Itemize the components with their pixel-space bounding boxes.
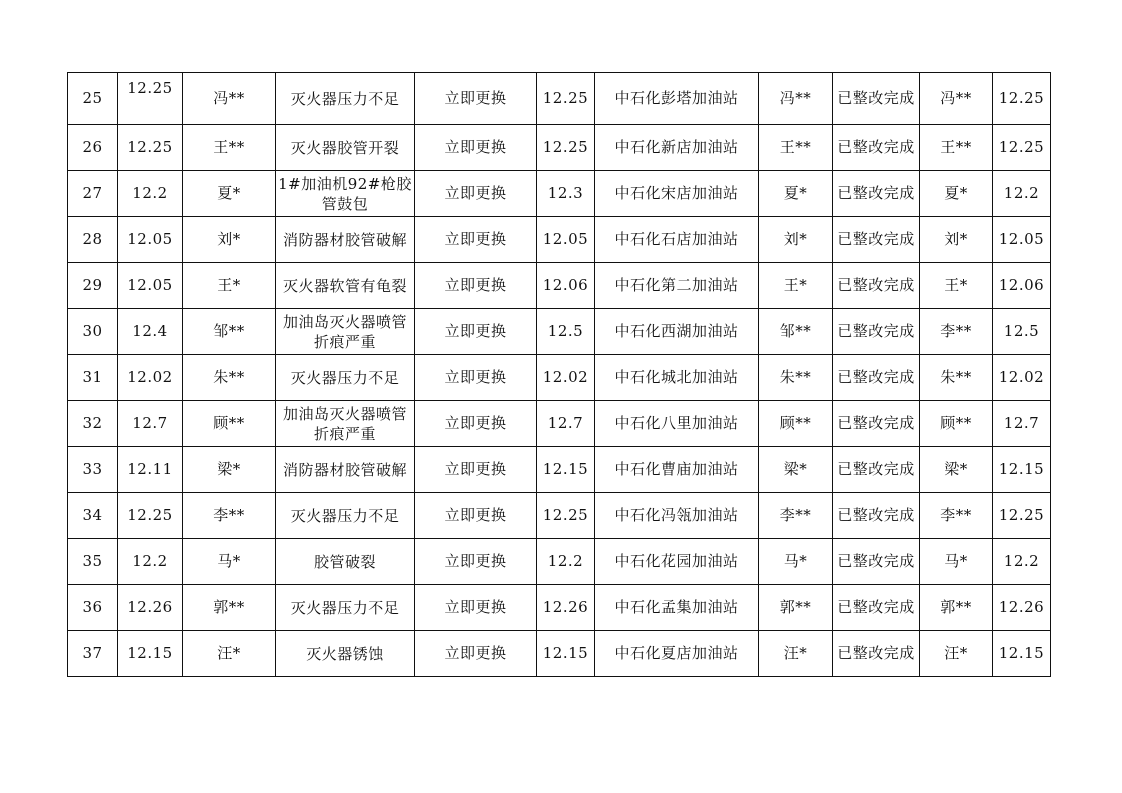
- reporter-cell: 夏*: [183, 171, 276, 217]
- fix-date-cell: 12.25: [537, 493, 595, 539]
- found-date-cell: 12.2: [118, 539, 183, 585]
- verify-date-cell: 12.25: [993, 493, 1051, 539]
- station-cell: 中石化夏店加油站: [595, 631, 759, 677]
- handler-cell: 梁*: [759, 447, 833, 493]
- row-number-cell: 35: [68, 539, 118, 585]
- table-row: [68, 355, 1051, 401]
- rectification-table: [67, 72, 1051, 677]
- issue-cell: 灭火器压力不足: [276, 355, 415, 401]
- table-row: [68, 539, 1051, 585]
- fix-date-cell: 12.06: [537, 263, 595, 309]
- status-cell: 已整改完成: [833, 401, 920, 447]
- table-row: [68, 217, 1051, 263]
- fix-date-cell: 12.15: [537, 631, 595, 677]
- verifier-cell: 马*: [920, 539, 993, 585]
- fix-date-cell: 12.5: [537, 309, 595, 355]
- verifier-cell: 李**: [920, 309, 993, 355]
- status-cell: 已整改完成: [833, 539, 920, 585]
- fix-date-cell: 12.3: [537, 171, 595, 217]
- verifier-cell: 夏*: [920, 171, 993, 217]
- action-cell: 立即更换: [415, 73, 537, 125]
- reporter-cell: 王*: [183, 263, 276, 309]
- action-cell: 立即更换: [415, 217, 537, 263]
- verify-date-cell: 12.2: [993, 539, 1051, 585]
- station-cell: 中石化曹庙加油站: [595, 447, 759, 493]
- action-cell: 立即更换: [415, 401, 537, 447]
- row-number-cell: 28: [68, 217, 118, 263]
- row-number-cell: 36: [68, 585, 118, 631]
- handler-cell: 马*: [759, 539, 833, 585]
- row-number-cell: 30: [68, 309, 118, 355]
- reporter-cell: 朱**: [183, 355, 276, 401]
- station-cell: 中石化孟集加油站: [595, 585, 759, 631]
- table-row: [68, 171, 1051, 217]
- issue-cell: 加油岛灭火器喷管折痕严重: [276, 309, 415, 355]
- handler-cell: 郭**: [759, 585, 833, 631]
- action-cell: 立即更换: [415, 125, 537, 171]
- reporter-cell: 郭**: [183, 585, 276, 631]
- verify-date-cell: 12.2: [993, 171, 1051, 217]
- action-cell: 立即更换: [415, 447, 537, 493]
- fix-date-cell: 12.02: [537, 355, 595, 401]
- status-cell: 已整改完成: [833, 493, 920, 539]
- verify-date-cell: 12.7: [993, 401, 1051, 447]
- row-number-cell: 34: [68, 493, 118, 539]
- reporter-cell: 马*: [183, 539, 276, 585]
- station-cell: 中石化新店加油站: [595, 125, 759, 171]
- handler-cell: 邹**: [759, 309, 833, 355]
- verifier-cell: 王**: [920, 125, 993, 171]
- issue-cell: 灭火器胶管开裂: [276, 125, 415, 171]
- station-cell: 中石化第二加油站: [595, 263, 759, 309]
- reporter-cell: 邹**: [183, 309, 276, 355]
- reporter-cell: 李**: [183, 493, 276, 539]
- row-number-cell: 33: [68, 447, 118, 493]
- found-date-cell: 12.15: [118, 631, 183, 677]
- station-cell: 中石化石店加油站: [595, 217, 759, 263]
- row-number-cell: 32: [68, 401, 118, 447]
- row-number-cell: 26: [68, 125, 118, 171]
- status-cell: 已整改完成: [833, 355, 920, 401]
- reporter-cell: 梁*: [183, 447, 276, 493]
- station-cell: 中石化花园加油站: [595, 539, 759, 585]
- found-date-cell: 12.25: [118, 73, 183, 125]
- found-date-cell: 12.11: [118, 447, 183, 493]
- action-cell: 立即更换: [415, 171, 537, 217]
- issue-cell: 灭火器压力不足: [276, 585, 415, 631]
- table-row: [68, 309, 1051, 355]
- table-row: [68, 401, 1051, 447]
- handler-cell: 夏*: [759, 171, 833, 217]
- status-cell: 已整改完成: [833, 631, 920, 677]
- action-cell: 立即更换: [415, 493, 537, 539]
- action-cell: 立即更换: [415, 263, 537, 309]
- verifier-cell: 李**: [920, 493, 993, 539]
- verify-date-cell: 12.06: [993, 263, 1051, 309]
- issue-cell: 1#加油机92#枪胶管鼓包: [276, 171, 415, 217]
- found-date-cell: 12.05: [118, 263, 183, 309]
- reporter-cell: 冯**: [183, 73, 276, 125]
- handler-cell: 顾**: [759, 401, 833, 447]
- verifier-cell: 刘*: [920, 217, 993, 263]
- found-date-cell: 12.02: [118, 355, 183, 401]
- issue-cell: 灭火器压力不足: [276, 73, 415, 125]
- issue-cell: 灭火器压力不足: [276, 493, 415, 539]
- handler-cell: 王*: [759, 263, 833, 309]
- status-cell: 已整改完成: [833, 447, 920, 493]
- issue-cell: 消防器材胶管破解: [276, 447, 415, 493]
- status-cell: 已整改完成: [833, 309, 920, 355]
- issue-cell: 灭火器软管有龟裂: [276, 263, 415, 309]
- verify-date-cell: 12.15: [993, 631, 1051, 677]
- verify-date-cell: 12.25: [993, 73, 1051, 125]
- station-cell: 中石化城北加油站: [595, 355, 759, 401]
- reporter-cell: 王**: [183, 125, 276, 171]
- handler-cell: 刘*: [759, 217, 833, 263]
- verify-date-cell: 12.26: [993, 585, 1051, 631]
- fix-date-cell: 12.7: [537, 401, 595, 447]
- handler-cell: 冯**: [759, 73, 833, 125]
- handler-cell: 汪*: [759, 631, 833, 677]
- status-cell: 已整改完成: [833, 263, 920, 309]
- station-cell: 中石化冯瓴加油站: [595, 493, 759, 539]
- table-row: [68, 493, 1051, 539]
- action-cell: 立即更换: [415, 309, 537, 355]
- action-cell: 立即更换: [415, 631, 537, 677]
- verifier-cell: 汪*: [920, 631, 993, 677]
- issue-cell: 胶管破裂: [276, 539, 415, 585]
- station-cell: 中石化彭塔加油站: [595, 73, 759, 125]
- table-row: [68, 73, 1051, 125]
- handler-cell: 李**: [759, 493, 833, 539]
- found-date-cell: 12.2: [118, 171, 183, 217]
- found-date-cell: 12.25: [118, 125, 183, 171]
- verify-date-cell: 12.5: [993, 309, 1051, 355]
- action-cell: 立即更换: [415, 355, 537, 401]
- verify-date-cell: 12.25: [993, 125, 1051, 171]
- station-cell: 中石化西湖加油站: [595, 309, 759, 355]
- status-cell: 已整改完成: [833, 217, 920, 263]
- table-row: [68, 631, 1051, 677]
- reporter-cell: 顾**: [183, 401, 276, 447]
- fix-date-cell: 12.25: [537, 73, 595, 125]
- fix-date-cell: 12.05: [537, 217, 595, 263]
- status-cell: 已整改完成: [833, 125, 920, 171]
- row-number-cell: 37: [68, 631, 118, 677]
- verify-date-cell: 12.15: [993, 447, 1051, 493]
- station-cell: 中石化八里加油站: [595, 401, 759, 447]
- status-cell: 已整改完成: [833, 73, 920, 125]
- action-cell: 立即更换: [415, 539, 537, 585]
- verifier-cell: 梁*: [920, 447, 993, 493]
- handler-cell: 朱**: [759, 355, 833, 401]
- row-number-cell: 31: [68, 355, 118, 401]
- verifier-cell: 王*: [920, 263, 993, 309]
- fix-date-cell: 12.15: [537, 447, 595, 493]
- row-number-cell: 25: [68, 73, 118, 125]
- status-cell: 已整改完成: [833, 585, 920, 631]
- table-row: [68, 447, 1051, 493]
- station-cell: 中石化宋店加油站: [595, 171, 759, 217]
- found-date-cell: 12.25: [118, 493, 183, 539]
- verifier-cell: 朱**: [920, 355, 993, 401]
- verify-date-cell: 12.02: [993, 355, 1051, 401]
- verifier-cell: 冯**: [920, 73, 993, 125]
- verifier-cell: 郭**: [920, 585, 993, 631]
- fix-date-cell: 12.26: [537, 585, 595, 631]
- reporter-cell: 汪*: [183, 631, 276, 677]
- reporter-cell: 刘*: [183, 217, 276, 263]
- found-date-cell: 12.4: [118, 309, 183, 355]
- found-date-cell: 12.26: [118, 585, 183, 631]
- issue-cell: 灭火器锈蚀: [276, 631, 415, 677]
- found-date-cell: 12.05: [118, 217, 183, 263]
- table-row: [68, 585, 1051, 631]
- table-row: [68, 125, 1051, 171]
- fix-date-cell: 12.25: [537, 125, 595, 171]
- handler-cell: 王**: [759, 125, 833, 171]
- issue-cell: 加油岛灭火器喷管折痕严重: [276, 401, 415, 447]
- verify-date-cell: 12.05: [993, 217, 1051, 263]
- status-cell: 已整改完成: [833, 171, 920, 217]
- row-number-cell: 29: [68, 263, 118, 309]
- table-body: [68, 73, 1051, 677]
- verifier-cell: 顾**: [920, 401, 993, 447]
- found-date-cell: 12.7: [118, 401, 183, 447]
- row-number-cell: 27: [68, 171, 118, 217]
- fix-date-cell: 12.2: [537, 539, 595, 585]
- table-row: [68, 263, 1051, 309]
- action-cell: 立即更换: [415, 585, 537, 631]
- issue-cell: 消防器材胶管破解: [276, 217, 415, 263]
